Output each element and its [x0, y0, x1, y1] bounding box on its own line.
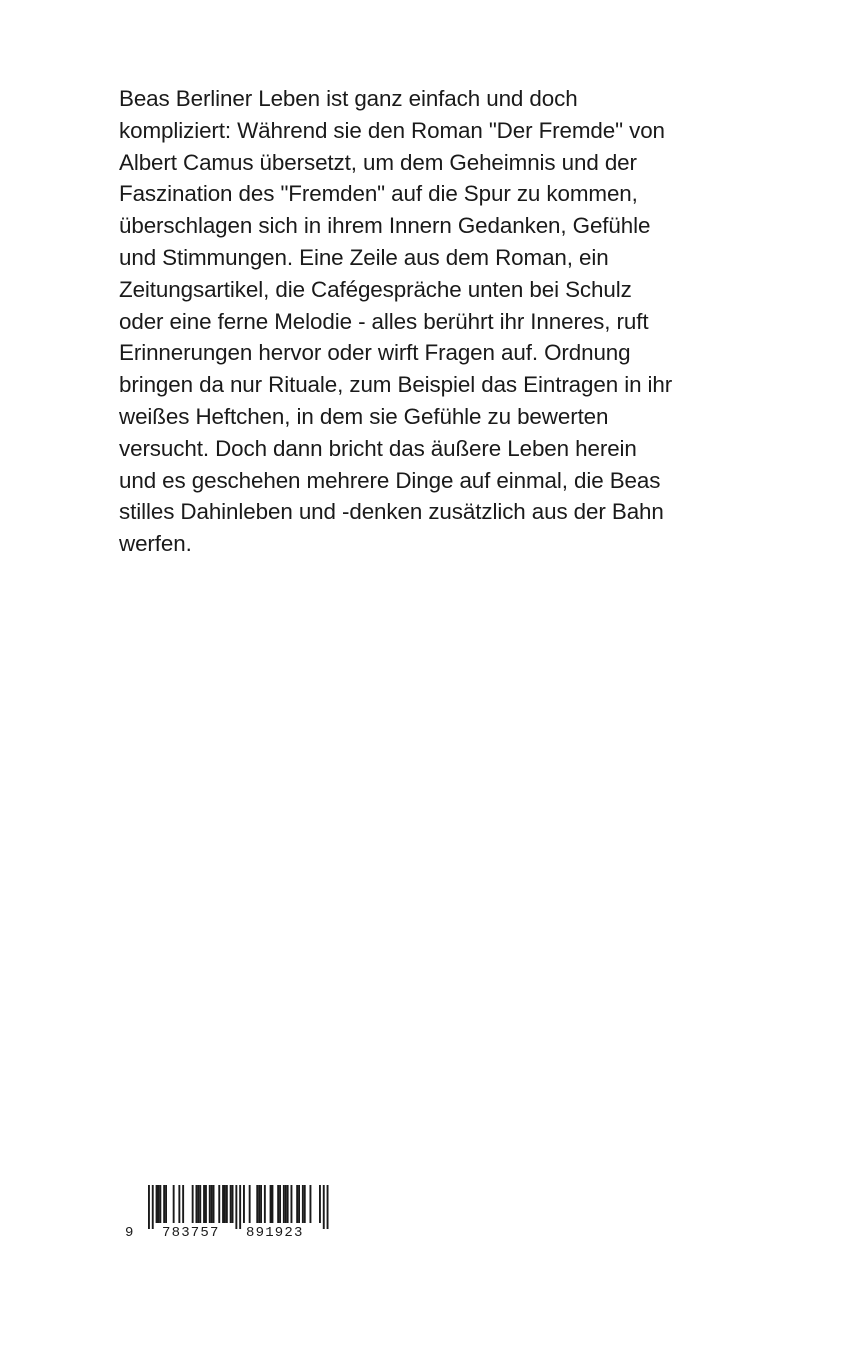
blurb-line: werfen.: [119, 531, 192, 557]
barcode-bar: [203, 1185, 205, 1223]
barcode-bar: [283, 1185, 285, 1223]
barcode-guard-bar: [239, 1185, 241, 1229]
isbn-barcode: [120, 1185, 340, 1245]
barcode-bar: [158, 1185, 160, 1223]
barcode-guard-bar: [152, 1185, 154, 1229]
barcode-bar: [272, 1185, 274, 1223]
barcode-bar: [270, 1185, 272, 1223]
barcode-lead-digit: 9: [125, 1225, 135, 1241]
barcode-bar: [182, 1185, 184, 1223]
barcode-bar: [192, 1185, 194, 1223]
barcode-left-digits: 783757: [162, 1225, 220, 1241]
blurb-text: [119, 83, 734, 560]
barcode-bar: [199, 1185, 201, 1223]
barcode-bar: [256, 1185, 258, 1223]
blurb-line: stilles Dahinleben und -denken zusätzlich aus der Bahn: [119, 499, 664, 525]
barcode-right-digits: 891923: [246, 1225, 304, 1241]
barcode-bar: [230, 1185, 232, 1223]
barcode-bar: [285, 1185, 287, 1223]
blurb-line: bringen da nur Rituale, zum Beispiel das Eintragen in ihr: [119, 372, 673, 398]
barcode-bar: [209, 1185, 211, 1223]
blurb-line: und es geschehen mehrere Dinge auf einmal, die Beas: [119, 467, 661, 493]
blurb-line: Zeitungsartikel, die Cafégespräche unten bei Schulz: [119, 276, 632, 302]
barcode-bar: [298, 1185, 300, 1223]
barcode-guard-bar: [327, 1185, 329, 1229]
barcode-bar: [205, 1185, 207, 1223]
blurb-line: überschlagen sich in ihrem Innern Gedanken, Gefühle: [119, 213, 651, 239]
barcode-bar: [291, 1185, 293, 1223]
barcode-bar: [232, 1185, 234, 1223]
blurb-line: oder eine ferne Melodie - alles berührt ihr Inneres, ruft: [119, 308, 649, 334]
blurb-line: kompliziert: Während sie den Roman "Der Fremde" von: [119, 117, 665, 143]
barcode-bar: [224, 1185, 226, 1223]
barcode-bar: [211, 1185, 213, 1223]
barcode-guard-bar: [323, 1185, 325, 1229]
blurb-line: Beas Berliner Leben ist ganz einfach und doch: [119, 86, 578, 111]
barcode-bar: [249, 1185, 251, 1223]
barcode-bar: [264, 1185, 266, 1223]
barcode-bar: [159, 1185, 161, 1223]
barcode-bar: [218, 1185, 220, 1223]
barcode-bar: [173, 1185, 175, 1223]
blurb-line: und Stimmungen. Eine Zeile aus dem Roman, ein: [119, 244, 609, 270]
barcode-bar: [296, 1185, 298, 1223]
barcode-bar: [163, 1185, 165, 1223]
barcode-bar: [287, 1185, 289, 1223]
barcode-bar: [196, 1185, 198, 1223]
barcode-bar: [197, 1185, 199, 1223]
blurb-line: weißes Heftchen, in dem sie Gefühle zu bewerten: [119, 403, 609, 429]
blurb-line: versucht. Doch dann bricht das äußere Leben herein: [119, 435, 637, 461]
blurb-line: Erinnerungen hervor oder wirft Fragen auf. Ordnung: [119, 340, 631, 366]
barcode-bar: [302, 1185, 304, 1223]
barcode-guard-bar: [235, 1185, 237, 1229]
barcode-bar: [277, 1185, 279, 1223]
barcode-bar: [243, 1185, 245, 1223]
barcode-guard-bar: [148, 1185, 150, 1229]
blurb-line: Albert Camus übersetzt, um dem Geheimnis und der: [119, 149, 637, 175]
barcode-bar: [222, 1185, 224, 1223]
barcode-bars: [120, 1185, 340, 1229]
barcode-bar: [165, 1185, 167, 1223]
barcode-bar: [258, 1185, 260, 1223]
barcode-bar: [156, 1185, 158, 1223]
barcode-bar: [304, 1185, 306, 1223]
barcode-bar: [319, 1185, 321, 1223]
barcode-bar: [226, 1185, 228, 1223]
barcode-bar: [260, 1185, 262, 1223]
barcode-bar: [213, 1185, 215, 1223]
blurb-line: Faszination des "Fremden" auf die Spur zu kommen,: [119, 181, 638, 207]
barcode-bar: [279, 1185, 281, 1223]
barcode-bar: [310, 1185, 312, 1223]
barcode-bar: [178, 1185, 180, 1223]
